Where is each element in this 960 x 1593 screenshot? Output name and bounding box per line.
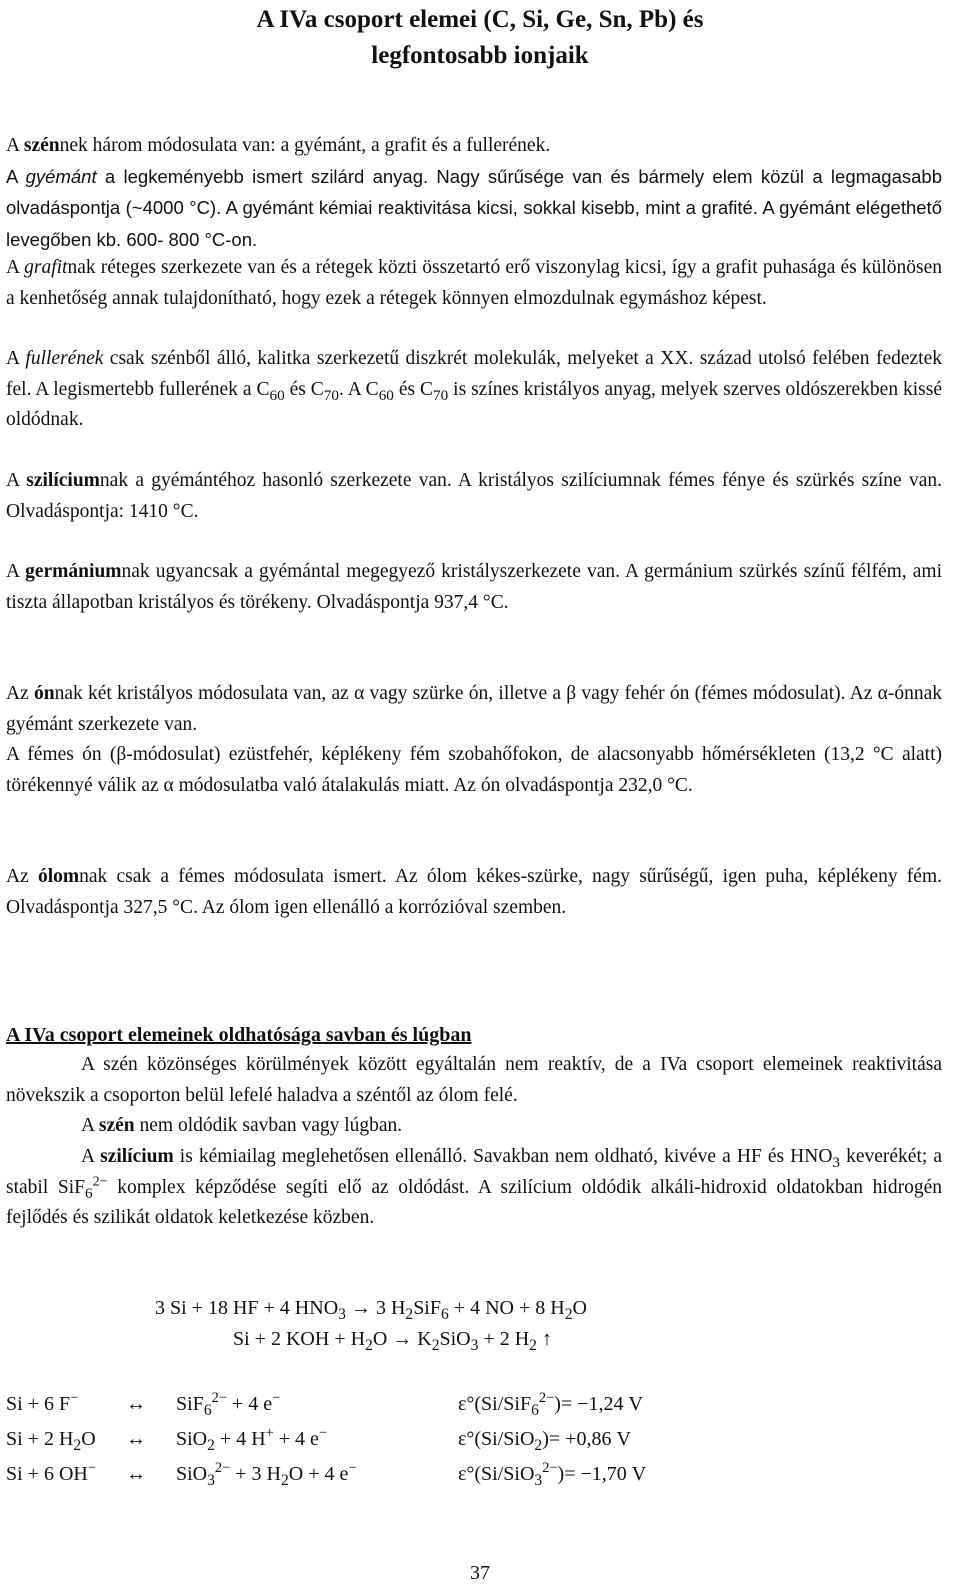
diamond-text: A gyémánt a legkeményebb ismert szilárd anyag. Nagy sűrűsége van és bármely elem közül a legmagasabb olvadáspontja (~4000 °C). A gyémánt kémiai reaktivitása kicsi, sokkal kisebb, mint a grafité. A gyémánt elégethető levegőben kb. 600- 800 °C-on. [6,165,942,250]
carbon-intro: A szénnek három módosulata van: a gyémánt, a grafit és a fullerének. [6,135,551,156]
lead-paragraph: Az ólomnak csak a fémes módosulata ismert. Az ólom kékes-szürke, nagy sűrűségű, igen puha, képlékeny fém. Olvadáspontja 327,5 °C. Az ólom igen ellenálló a korrózióval szemben. [6,866,942,918]
silicon-solubility: A szilícium is kémiailag meglehetősen ellenálló. Savakban nem oldható, kivéve a HF és $HNO_3$ keverékét; a stabil SiF$_6^{2-}$ komplex képződése segíti elő az oldódást. A szilícium oldódik alkáli-hidroxid oldatokban hidrogén fejlődés és szilikát oldatok keletkezése közben. [6,1146,942,1228]
potential-3-value: ε°(Si/SiO$_3^{2-}$)= −1,70 V [458,1460,647,1489]
potential-2: Si + 2 $H_2O$ ↔ SiO$_2$ + 4 H+ + 4 e− [6,1425,328,1454]
tin-paragraph: Az ónnak két kristályos módosulata van, az α vagy szürke ón, illetve a β vagy fehér ón (fémes módosulat). Az α-ónnak gyémánt szerkezete van. [6,683,942,735]
reaction-1: 3 Si + 18 HF + 4 $HNO_3 \to 3$ $H_2SiF_6 + 4$ NO + 8 $H_2O$ [155,1297,587,1323]
page-number: 37 [470,1562,490,1584]
potential-1-value: ε°(Si/SiF$_6^{2-}$)= −1,24 V [458,1390,643,1419]
carbon-paragraph [6,131,942,256]
graphite-paragraph: A grafitnak réteges szerkezete van és a rétegek közti összetartó erő viszonylag kicsi, így a grafit puhasága és különösen a kenhetőség annak tulajdonítható, hogy ezek a rétegek könnyen elmozdulnak egymáshoz képest. [6,257,942,309]
tin-paragraph-2: A fémes ón (β-módosulat) ezüstfehér, képlékeny fém szobahőfokon, de alacsonyabb hőmérsékleten (13,2 °C alatt) törékennyé válik az α módosulatba való átalakulás miatt. Az ón olvadáspontja 232,0 °C. [6,744,942,796]
title-line-2: legfontosabb ionjaik [371,42,589,69]
silicon-paragraph: A szilíciumnak a gyémántéhoz hasonló szerkezete van. A kristályos szilíciumnak fémes fénye és szürkés színe van. Olvadáspontja: 1410 °C. [6,470,942,522]
germanium-paragraph: A germániumnak ugyancsak a gyémántal megegyező kristályszerkezete van. A germánium szürkés színű félfém, ami tiszta állapotban kristályos és törékeny. Olvadáspontja 937,4 °C. [6,561,942,613]
reactivity-paragraph: A szén közönséges körülmények között egyáltalán nem reaktív, de a IVa csoport elemeinek reaktivitása növekszik a csoporton belül lefelé haladva a széntől az ólom felé. [6,1054,942,1106]
title-line-1: A IVa csoport elemei (C, Si, Ge, Sn, Pb) és [256,6,704,33]
section-heading: A IVa csoport elemeinek oldhatósága savban és lúgban [6,1024,472,1046]
reaction-2: Si + 2 KOH + $H_2O \to K_2SiO_3 + 2$ $H_2$ ↑ [233,1328,552,1354]
page-title [0,0,960,74]
potential-1: Si + 6 F− ↔ SiF$_6^{2-}$ + 4 e− [6,1390,281,1419]
potential-3: Si + 6 OH− ↔ SiO$_3^{2-}$ + 3 $H_2O + 4$ e− [6,1460,357,1489]
carbon-solubility: A szén nem oldódik savban vagy lúgban. [81,1115,403,1136]
potential-2-value: ε°(Si/SiO$_2$)= +0,86 V [458,1428,631,1454]
fullerene-paragraph: A fullerének csak szénből álló, kalitka szerkezetű diszkrét molekulák, melyeket a XX. század utolsó felében fedeztek fel. A legismertebb fullerének a $C_{60}$ és $C_{70}$. A $C_{60}$ és $C_{70}$ is színes kristályos anyag, melyek szerves oldószerekben kissé oldódnak. [6,348,943,430]
